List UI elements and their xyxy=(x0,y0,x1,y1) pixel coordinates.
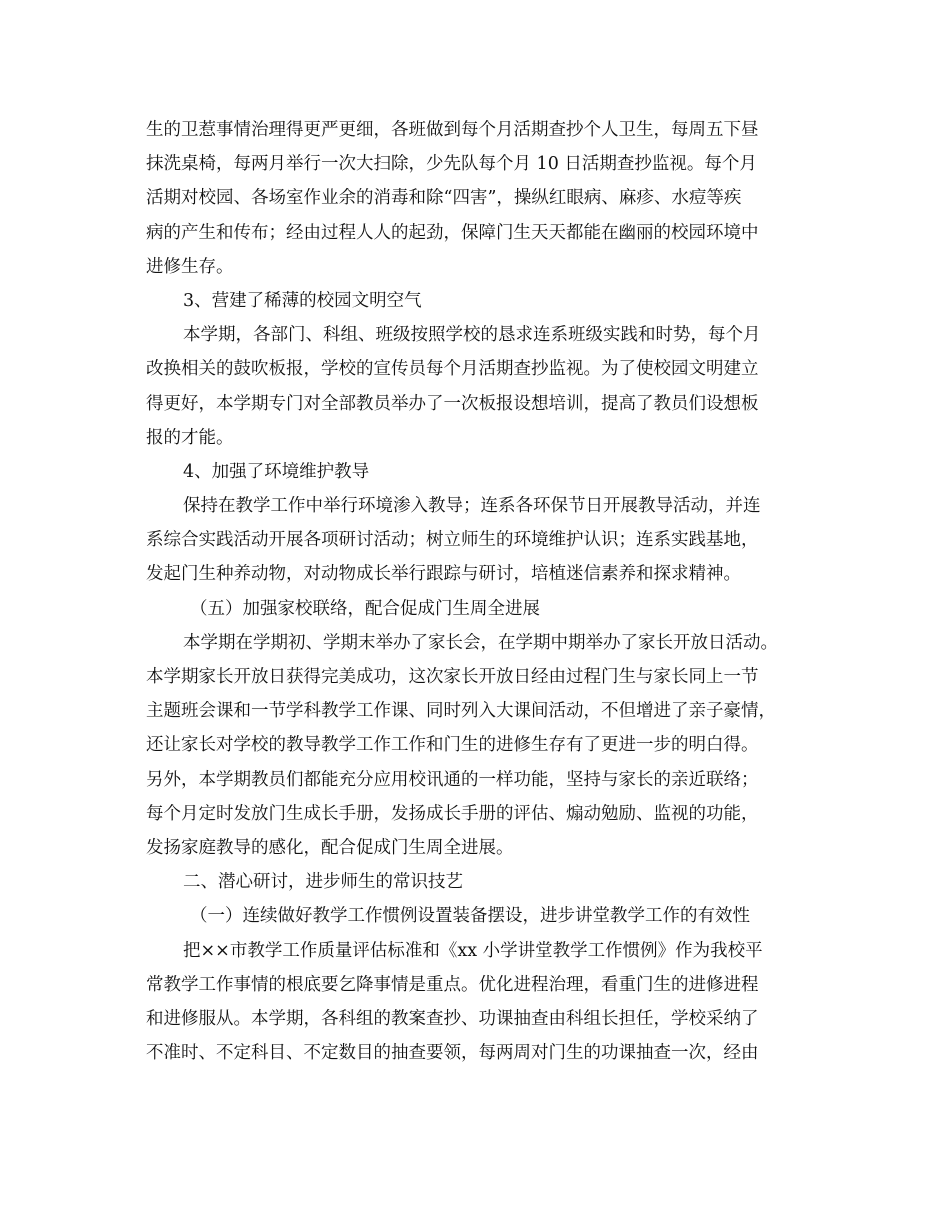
paragraph-start: 本学期，各部门、科组、班级按照学校的恳求连系班级实践和时势，每个月 xyxy=(183,325,761,346)
text-line: 发扬家庭教导的感化，配合促成门生周全进展。 xyxy=(146,837,514,858)
subsection-heading: （一）连续做好教学工作惯例设置装备摆设，进步讲堂教学工作的有效性 xyxy=(190,906,750,927)
document-body xyxy=(146,113,816,1070)
text-line: 发起门生种养动物，对动物成长举行跟踪与研讨，培植迷信素养和探求精神。 xyxy=(146,564,741,585)
text-line: 系综合实践活动开展各项研讨活动；树立师生的环境维护认识；连系实践基地， xyxy=(146,530,759,551)
section-heading: （五）加强家校联络，配合促成门生周全进展 xyxy=(190,598,540,619)
text-line: 生的卫惹事情治理得更严更细，各班做到每个月活期查抄个人卫生，每周五下昼 xyxy=(146,120,759,140)
text-line: 另外，本学期教员们都能充分应用校讯通的一样功能，坚持与家长的亲近联络； xyxy=(146,769,759,790)
text-line: 进修生存。 xyxy=(146,256,234,277)
paragraph-start: 保持在教学工作中举行环境渗入教导；连系各环保节日开展教导活动，并连 xyxy=(183,496,761,517)
text-line: 本学期家长开放日获得完美成功，这次家长开放日经由过程门生与家长同上一节 xyxy=(146,667,759,687)
text-line: 报的才能。 xyxy=(146,427,234,448)
section-heading: 3、营建了稀薄的校园文明空气 xyxy=(183,290,422,311)
text-line: 不准时、不定科目、不定数目的抽查要领，每两周对门生的功课抽查一次，经由 xyxy=(146,1043,759,1064)
text-line: 还让家长对学校的教导教学工作工作和门生的进修生存有了更进一步的明白得。 xyxy=(146,735,759,756)
section-heading: 4、加强了环境维护教导 xyxy=(183,461,370,482)
section-heading: 二、潜心研讨，进步师生的常识技艺 xyxy=(183,872,463,893)
text-line: 活期对校园、各场室作业余的消毒和除“四害”，操纵红眼病、麻疹、水痘等疾 xyxy=(146,188,742,209)
text-line: 每个月定时发放门生成长手册，发扬成长手册的评估、煽动勉励、监视的功能， xyxy=(146,803,759,824)
text-line: 得更好，本学期专门对全部教员举办了一次板报设想培训，提高了教员们设想板 xyxy=(146,393,759,414)
paragraph-start: 把××市教学工作质量评估标准和《xx 小学讲堂教学工作惯例》作为我校平 xyxy=(183,940,763,961)
text-line: 改换相关的鼓吹板报，学校的宣传员每个月活期查抄监视。为了使校园文明建立 xyxy=(146,359,759,380)
text-line: 病的产生和传布；经由过程人人的起劲，保障门生天天都能在幽丽的校园环境中 xyxy=(146,222,759,243)
text-line: 主题班会课和一节学科教学工作课、同时列入大课间活动，不但增进了亲子豪情， xyxy=(146,701,776,722)
text-line: 抹洗桌椅，每两月举行一次大扫除，少先队每个月 10 日活期查抄监视。每个月 xyxy=(146,154,757,175)
paragraph-start: 本学期在学期初、学期末举办了家长会，在学期中期举办了家长开放日活动。 xyxy=(183,632,778,653)
text-line: 和进修服从。本学期，各科组的教案查抄、功课抽查由科组长担任，学校采纳了 xyxy=(146,1008,759,1029)
text-line: 常教学工作事情的根底要乞降事情是重点。优化进程治理，看重门生的进修进程 xyxy=(146,974,759,995)
